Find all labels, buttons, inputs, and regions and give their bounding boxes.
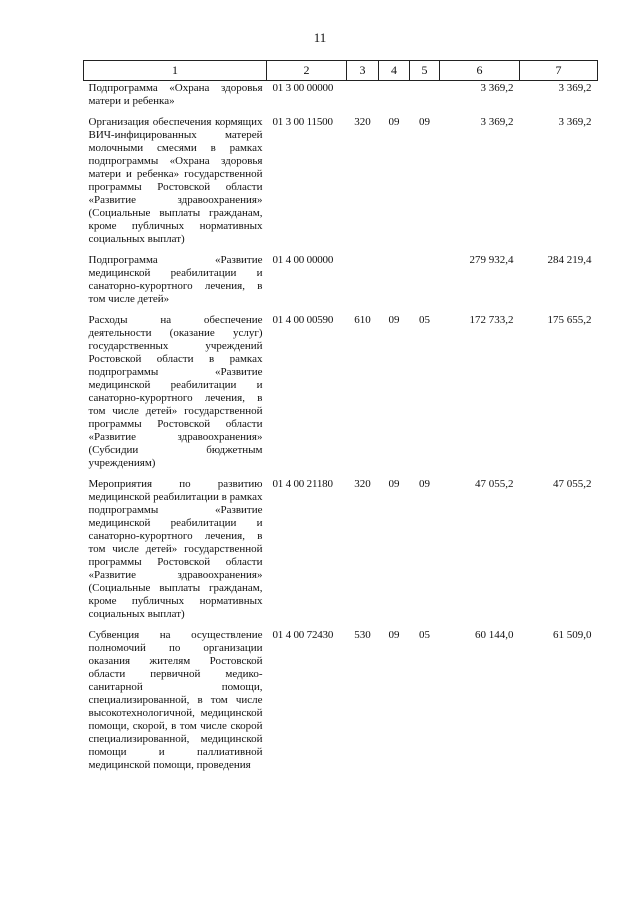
row-pr: 05 bbox=[419, 314, 430, 326]
page-number: 11 bbox=[313, 30, 327, 45]
row-sum-2: 61 509,0 bbox=[553, 629, 592, 641]
row-name: Мероприятия по развитию медицинской реабилитации в рамках подпрограммы «Развитие медицинской реабилитации и санаторно-курортного лечения, в том числе детей» государственной программы Ростовской области «Развитие здравоохранения» (Социальные выплаты гражданам, кроме публичных нормативных социальных выплат) bbox=[88, 478, 263, 620]
budget-table bbox=[83, 60, 598, 780]
row-sum-1: 3 369,2 bbox=[480, 82, 514, 94]
row-pr: 09 bbox=[419, 478, 430, 490]
row-name: Расходы на обеспечение деятельности (оказание услуг) государственных учреждений Ростовской области в рамках подпрограммы «Развитие медицинской реабилитации и санаторно-курортного лечения, в том числе детей» государственной программы Ростовской области «Развитие здравоохранения» (Субсидии бюджетным учреждениям) bbox=[88, 314, 263, 469]
table-row bbox=[84, 478, 598, 629]
row-pr: 05 bbox=[419, 629, 430, 641]
row-code: 01 4 00 72430 bbox=[272, 629, 334, 641]
row-vr: 320 bbox=[354, 478, 371, 490]
row-sum-2: 3 369,2 bbox=[558, 116, 592, 128]
row-name: Субвенция на осуществление полномочий по организации оказания жителям Ростовской области первичной медико-санитарной помощи, специализированной, в том числе высокотехнологичной, медицинской помощи, скорой, в том числе скорой специализированной, медицинской помощи и паллиативной медицинской помощи, проведения bbox=[88, 629, 263, 771]
row-sum-1: 172 733,2 bbox=[469, 314, 514, 326]
row-vr: 610 bbox=[354, 314, 371, 326]
row-rz: 09 bbox=[388, 314, 400, 326]
row-rz: 09 bbox=[388, 116, 400, 128]
table-body bbox=[84, 81, 598, 781]
row-sum-1: 47 055,2 bbox=[475, 478, 514, 490]
row-sum-2: 47 055,2 bbox=[553, 478, 592, 490]
header-col-3: 3 bbox=[347, 61, 379, 81]
row-code: 01 4 00 00590 bbox=[272, 314, 334, 326]
row-rz: 09 bbox=[388, 478, 400, 490]
row-rz bbox=[379, 81, 410, 117]
table-row bbox=[84, 116, 598, 254]
row-vr: 530 bbox=[354, 629, 371, 641]
row-sum-1: 279 932,4 bbox=[469, 254, 514, 266]
table-row bbox=[84, 629, 598, 780]
row-vr bbox=[347, 254, 379, 314]
header-col-2: 2 bbox=[267, 61, 347, 81]
row-rz: 09 bbox=[388, 629, 400, 641]
row-code: 01 4 00 21180 bbox=[272, 478, 333, 490]
table-header bbox=[84, 61, 598, 81]
table-row bbox=[84, 314, 598, 478]
row-pr bbox=[410, 81, 440, 117]
row-sum-2: 3 369,2 bbox=[558, 82, 592, 94]
header-row bbox=[84, 61, 598, 81]
header-col-7: 7 bbox=[520, 61, 598, 81]
row-sum-2: 284 219,4 bbox=[547, 254, 592, 266]
row-vr: 320 bbox=[354, 116, 371, 128]
row-name: Подпрограмма «Развитие медицинской реабилитации и санаторно-курортного лечения, в том числе детей» bbox=[88, 254, 263, 305]
row-pr: 09 bbox=[419, 116, 430, 128]
table-row bbox=[84, 81, 598, 117]
row-vr bbox=[347, 81, 379, 117]
row-sum-2: 175 655,2 bbox=[547, 314, 592, 326]
row-sum-1: 60 144,0 bbox=[475, 629, 514, 641]
row-code: 01 3 00 00000 bbox=[272, 82, 334, 94]
row-rz bbox=[379, 254, 410, 314]
row-sum-1: 3 369,2 bbox=[480, 116, 514, 128]
header-col-4: 4 bbox=[379, 61, 410, 81]
header-col-6: 6 bbox=[440, 61, 520, 81]
row-name: Подпрограмма «Охрана здоровья матери и ребенка» bbox=[88, 82, 263, 107]
row-name: Организация обеспечения кормящих ВИЧ-инфицированных матерей молочными смесями в рамках подпрограммы «Охрана здоровья матери и ребенка» государственной программы Ростовской области «Развитие здравоохранения» (Социальные выплаты гражданам, кроме публичных нормативных социальных выплат) bbox=[88, 116, 263, 245]
row-code: 01 4 00 00000 bbox=[272, 254, 334, 266]
header-col-1: 1 bbox=[84, 61, 267, 81]
header-col-5: 5 bbox=[410, 61, 440, 81]
row-code: 01 3 00 11500 bbox=[272, 116, 333, 128]
table-row bbox=[84, 254, 598, 314]
row-pr bbox=[410, 254, 440, 314]
